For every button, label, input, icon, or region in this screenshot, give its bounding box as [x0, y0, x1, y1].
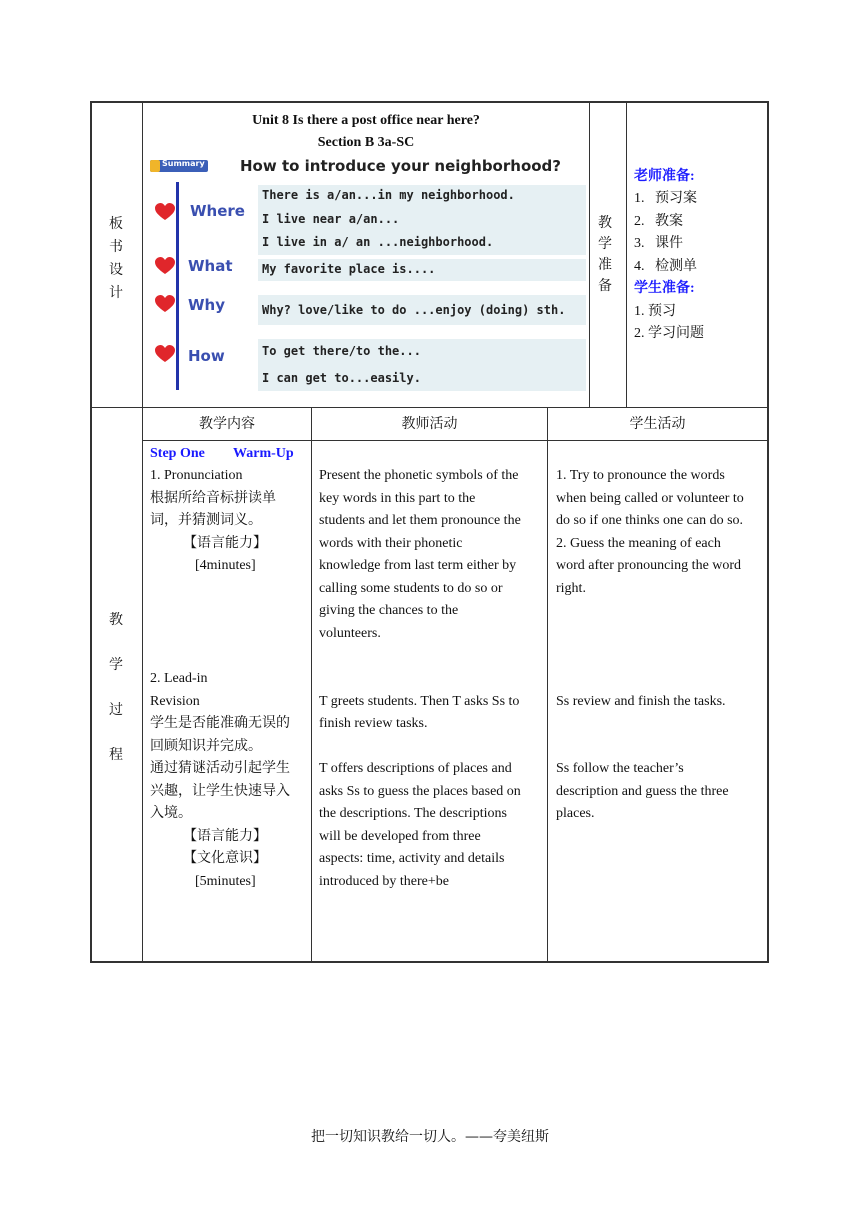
teacher-line: giving the chances to the [319, 603, 459, 618]
summary-image [148, 157, 588, 393]
col-divider-content [311, 407, 312, 963]
summary-vertical-bar [176, 182, 179, 390]
student-line: places. [556, 806, 595, 821]
content-line: Revision [150, 694, 200, 709]
summary-line: My favorite place is.... [262, 262, 436, 276]
step-name: Warm-Up [233, 446, 294, 461]
heart-icon [154, 295, 176, 313]
board-subtitle: Section B 3a-SC [317, 135, 415, 150]
summary-logo-text: Summary [162, 159, 205, 168]
teacher-line: knowledge from last term either by [319, 558, 517, 573]
content-line: 词，并猜测词义。 [150, 513, 262, 528]
content-line: 1. Pronunciation [150, 468, 243, 483]
summary-line: There is a/an...in my neighborhood. [262, 188, 515, 202]
summary-line: I live in a/ an ...neighborhood. [262, 235, 494, 249]
student-line: right. [556, 581, 586, 596]
student-line: word after pronouncing the word [556, 558, 742, 573]
prep-label-char: 准 [598, 258, 612, 273]
header-teaching-content: 教学内容 [199, 417, 255, 432]
col-divider-prep-left [589, 101, 590, 407]
content-tag: [5minutes] [195, 874, 256, 889]
col-divider-left [142, 101, 143, 963]
summary-line: Why? love/like to do ...enjoy (doing) sth. [262, 303, 566, 317]
header-teacher-activity: 教师活动 [401, 417, 458, 432]
summary-key-where: Where [190, 202, 245, 220]
heart-icon [154, 257, 176, 275]
teacher-prep-item: 1. 预习案 [634, 191, 697, 206]
student-line: 1. Try to pronounce the words [556, 468, 725, 483]
process-label-char: 程 [109, 748, 123, 763]
teacher-prep-item: 2. 教案 [634, 214, 683, 229]
teacher-prep-title: 老师准备: [634, 169, 695, 184]
table-border-bottom [90, 961, 769, 963]
student-prep-item: 1. 预习 [634, 304, 676, 319]
content-line: 学生是否能准确无误的 [150, 716, 290, 731]
teacher-line: Present the phonetic symbols of the [319, 468, 519, 483]
teacher-prep-item: 4. 检测单 [634, 259, 697, 274]
teacher-line: aspects: time, activity and details [319, 851, 505, 866]
content-line: 2. Lead-in [150, 671, 208, 686]
student-line: when being called or volunteer to [556, 491, 744, 506]
prep-label-char: 学 [598, 237, 612, 252]
summary-line: I live near a/an... [262, 212, 400, 226]
summary-line: To get there/to the... [262, 344, 421, 358]
content-tag: [4minutes] [195, 558, 256, 573]
teacher-line: T greets students. Then T asks Ss to [319, 694, 520, 709]
heart-icon [154, 203, 176, 221]
teacher-line: introduced by there+be [319, 874, 449, 889]
teacher-line: finish review tasks. [319, 716, 428, 731]
step-label: Step One [150, 446, 205, 461]
student-line: Ss follow the teacher’s [556, 761, 684, 776]
student-line: 2. Guess the meaning of each [556, 536, 721, 551]
summary-key-what: What [188, 257, 233, 275]
teacher-line: T offers descriptions of places and [319, 761, 512, 776]
heart-icon [154, 345, 176, 363]
prep-label-char: 教 [598, 216, 612, 231]
content-tag: 【语言能力】 [183, 536, 267, 551]
teacher-line: volunteers. [319, 626, 381, 641]
row-divider-1 [90, 407, 769, 408]
student-prep-item: 2. 学习问题 [634, 326, 704, 341]
student-prep-title: 学生准备: [634, 281, 695, 296]
student-line: description and guess the three [556, 784, 729, 799]
summary-key-how: How [188, 347, 225, 365]
row-divider-header [142, 440, 769, 441]
content-tag: 【语言能力】 [183, 829, 267, 844]
board-label-char: 板 [109, 217, 123, 232]
board-label-char: 设 [109, 263, 123, 278]
process-label-char: 学 [109, 658, 123, 673]
board-label-char: 书 [109, 240, 123, 255]
teacher-line: words with their phonetic [319, 536, 463, 551]
student-line: Ss review and finish the tasks. [556, 694, 726, 709]
teacher-prep-item: 3. 课件 [634, 236, 683, 251]
teacher-line: will be developed from three [319, 829, 481, 844]
col-divider-prep-right [626, 101, 627, 407]
teacher-line: asks Ss to guess the places based on [319, 784, 521, 799]
teacher-line: students and let them pronounce the [319, 513, 521, 528]
col-divider-teacher [547, 407, 548, 963]
board-title: Unit 8 Is there a post office near here? [252, 113, 480, 128]
teacher-line: key words in this part to the [319, 491, 476, 506]
content-line: 通过猜谜活动引起学生 [150, 761, 290, 776]
summary-line: I can get to...easily. [262, 371, 421, 385]
content-tag: 【文化意识】 [183, 851, 267, 866]
prep-label-char: 备 [598, 279, 612, 294]
table-border-top [90, 101, 769, 103]
table-border-left [90, 101, 92, 963]
table-border-right [767, 101, 769, 963]
board-label-char: 计 [109, 286, 123, 301]
header-student-activity: 学生活动 [629, 417, 686, 432]
content-line: 回顾知识并完成。 [150, 739, 262, 754]
summary-key-why: Why [188, 296, 226, 314]
content-line: 入境。 [150, 806, 192, 821]
teacher-line: calling some students to do so or [319, 581, 503, 596]
process-label-char: 过 [109, 703, 123, 718]
content-line: 兴趣，让学生快速导入 [150, 784, 290, 799]
process-label-char: 教 [109, 613, 123, 628]
summary-title: How to introduce your neighborhood? [240, 157, 561, 175]
teacher-line: the descriptions. The descriptions [319, 806, 507, 821]
student-line: do so if one thinks one can do so. [556, 513, 744, 528]
page-footer-quote: 把一切知识教给一切人。——夸美纽斯 [311, 1129, 549, 1145]
content-line: 根据所给音标拼读单 [150, 491, 276, 506]
